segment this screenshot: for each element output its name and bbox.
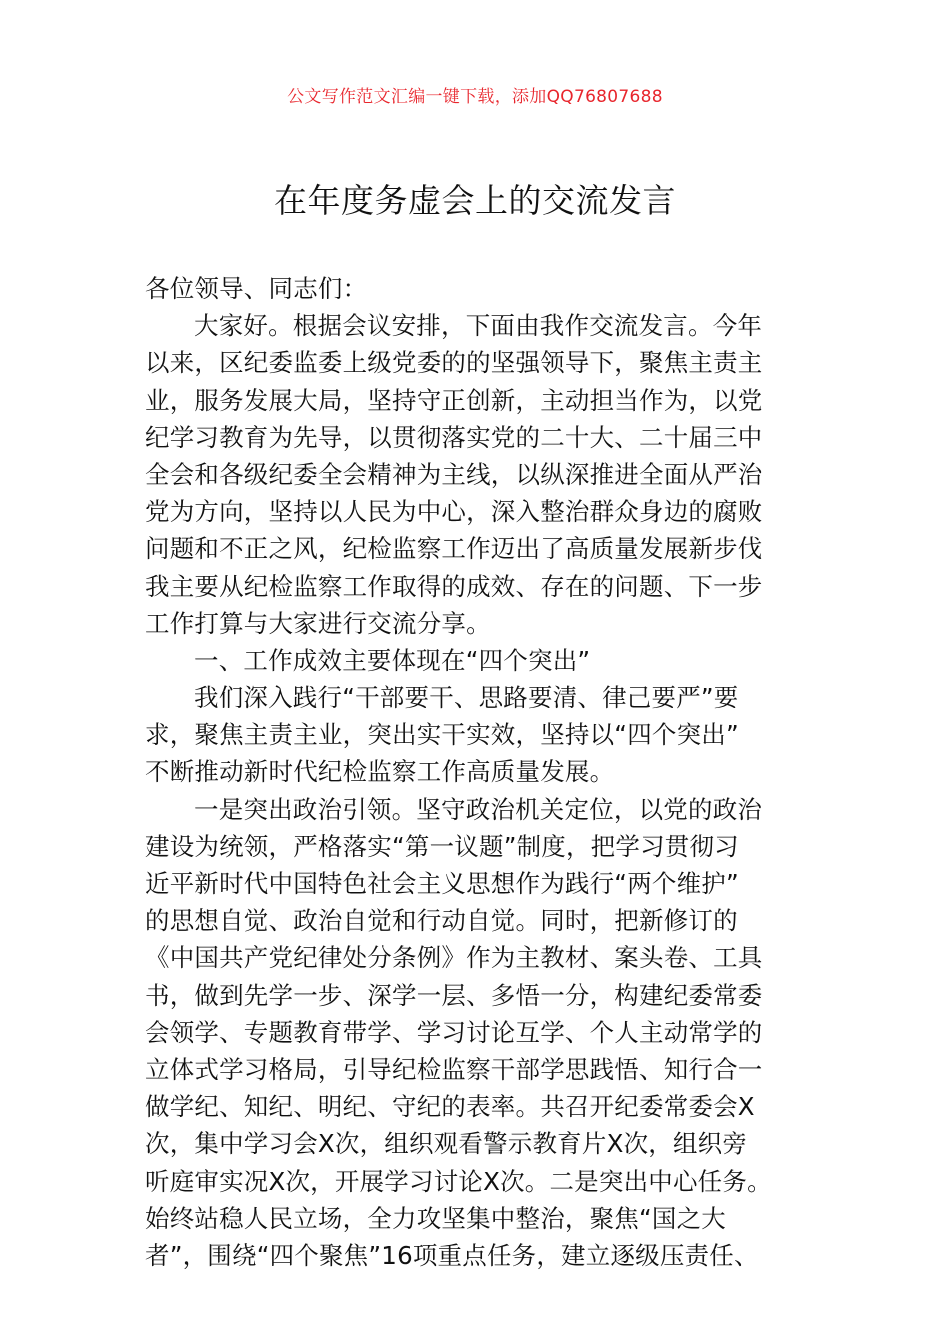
paragraph-line: 一是突出政治引领。坚守政治机关定位，以党的政治 (194, 794, 763, 824)
paragraph-line: 始终站稳人民立场，全力攻坚集中整治，聚焦“国之大 (145, 1203, 726, 1233)
paragraph-line: 大家好。根据会议安排，下面由我作交流发言。今年 (194, 311, 763, 341)
paragraph-line: 以来，区纪委监委上级党委的的坚强领导下，聚焦主责主 (145, 348, 763, 378)
paragraph-line: 我们深入践行“干部要干、思路要清、律己要严”要 (194, 683, 739, 713)
paragraph-line: 近平新时代中国特色社会主义思想作为践行“两个维护” (145, 869, 739, 898)
paragraph-line: 不断推动新时代纪检监察工作高质量发展。 (145, 757, 615, 787)
paragraph-line: 《中国共产党纪律处分条例》作为主教材、案头卷、工具 (145, 943, 763, 973)
paragraph-line: 听庭审实况X次，开展学习讨论X次。二是突出中心任务。 (145, 1166, 772, 1196)
paragraph-line: 工作打算与大家进行交流分享。 (145, 608, 491, 638)
paragraph-line: 全会和各级纪委全会精神为主线，以纵深推进全面从严治 (145, 459, 763, 489)
document-title: 在年度务虚会上的交流发言 (274, 181, 676, 220)
paragraph-line: 会领学、专题教育带学、学习讨论互学、个人主动常学的 (145, 1017, 763, 1047)
paragraph-line: 党为方向，坚持以人民为中心，深入整治群众身边的腐败 (145, 497, 763, 527)
paragraph-line: 建设为统领，严格落实“第一议题”制度，把学习贯彻习 (145, 831, 739, 861)
paragraph-line: 纪学习教育为先导，以贯彻落实党的二十大、二十届三中 (145, 422, 763, 452)
paragraph-line: 立体式学习格局，引导纪检监察干部学思践悟、知行合一 (145, 1054, 763, 1084)
document-body (145, 270, 815, 1274)
paragraph-line: 求，聚焦主责主业，突出实干实效，坚持以“四个突出” (145, 720, 739, 750)
paragraph-line: 书，做到先学一步、深学一层、多悟一分，构建纪委常委 (145, 980, 763, 1010)
paragraph-line: 者”，围绕“四个聚焦”16项重点任务，建立逐级压责任、 (145, 1240, 759, 1270)
paragraph-line: 的思想自觉、政治自觉和行动自觉。同时，把新修订的 (145, 906, 738, 936)
section-heading: 一、工作成效主要体现在“四个突出” (194, 645, 591, 675)
paragraph-line: 业，服务发展大局，坚持守正创新，主动担当作为，以党 (145, 385, 763, 415)
paragraph-line: 次，集中学习会X次，组织观看警示教育片X次，组织旁 (145, 1129, 748, 1159)
paragraph-line: 问题和不正之风，纪检监察工作迈出了高质量发展新步伐 (145, 534, 763, 564)
watermark-header: 公文写作范文汇编一键下载，添加QQ76807688 (287, 87, 663, 107)
paragraph-line: 做学纪、知纪、明纪、守纪的表率。共召开纪委常委会X (145, 1092, 755, 1122)
paragraph-line: 我主要从纪检监察工作取得的成效、存在的问题、下一步 (145, 571, 763, 601)
salutation-line: 各位领导、同志们： (145, 274, 368, 303)
